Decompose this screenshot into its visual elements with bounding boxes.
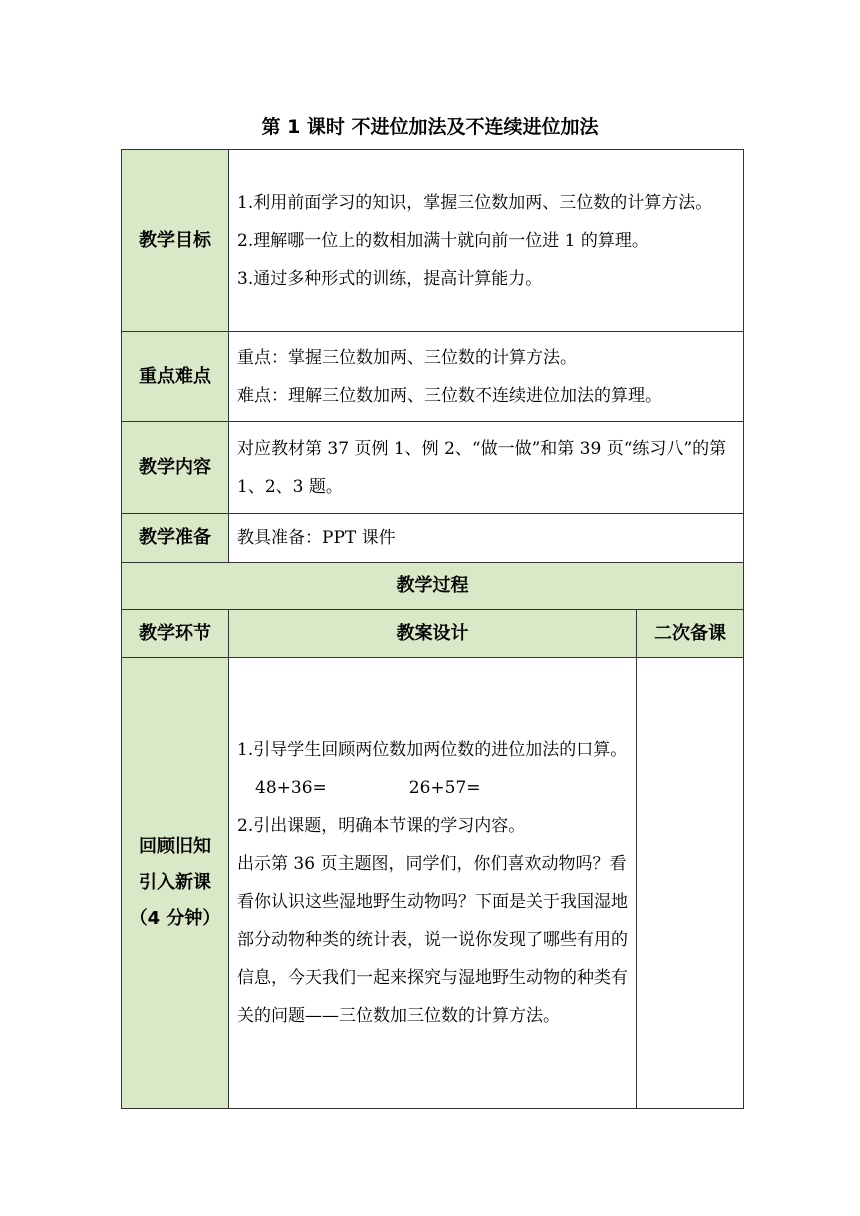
objectives-label: 教学目标	[122, 150, 229, 332]
stage-paragraph: 出示第 36 页主题图，同学们，你们喜欢动物吗？看看你认识这些湿地野生动物吗？下面是关于我国湿地部分动物种类的统计表，说一说你发现了哪些有用的信息，今天我们一起来探究与湿地野生动物的种类有关的问题——三位数加三位数的计算方法。	[237, 854, 628, 1026]
objectives-cell	[229, 150, 744, 332]
column-stage: 教学环节	[122, 610, 229, 658]
stage-row	[122, 658, 744, 1109]
content-label: 教学内容	[122, 422, 229, 514]
expressions	[237, 769, 628, 807]
objective-item: 2.理解哪一位上的数相加满十就向前一位进 1 的算理。	[237, 230, 649, 251]
content-cell	[229, 422, 744, 514]
key-points-label: 重点难点	[122, 332, 229, 422]
key-points-row	[122, 332, 744, 422]
page-title: 第 1 课时 不进位加法及不连续进位加法	[261, 116, 599, 138]
stage-label	[122, 658, 229, 1109]
preparation-text: 教具准备：PPT 课件	[237, 528, 396, 548]
column-design: 教案设计	[229, 610, 637, 658]
objectives-row	[122, 150, 744, 332]
expression-2: 26+57=	[408, 778, 481, 798]
difficulty-item: 难点：理解三位数加两、三位数不连续进位加法的算理。	[237, 385, 662, 406]
stage-duration: （4 分钟）	[129, 908, 221, 929]
expression-1: 48+36=	[255, 778, 327, 798]
key-points-cell	[229, 332, 744, 422]
objective-item: 1.利用前面学习的知识，掌握三位数加两、三位数的计算方法。	[237, 192, 713, 213]
preparation-row	[122, 514, 744, 563]
content-text: 对应教材第 37 页例 1、例 2、“做一做”和第 39 页“练习八”的第 1、2、3 题。	[237, 438, 727, 497]
stage-design-cell	[229, 658, 637, 1109]
process-heading-row	[122, 563, 744, 610]
preparation-label: 教学准备	[122, 514, 229, 563]
step-2-text: 2.引出课题，明确本节课的学习内容。	[237, 816, 526, 836]
key-point-item: 重点：掌握三位数加两、三位数的计算方法。	[237, 347, 577, 368]
preparation-cell	[229, 514, 744, 563]
column-revision: 二次备课	[637, 610, 744, 658]
revision-cell	[637, 658, 744, 1109]
objective-item: 3.通过多种形式的训练，提高计算能力。	[237, 268, 543, 289]
step-1-text: 1.引导学生回顾两位数加两位数的进位加法的口算。	[237, 740, 628, 760]
stage-label-line: 引入新课	[139, 872, 211, 893]
stage-label-line: 回顾旧知	[139, 836, 211, 857]
process-columns-row	[122, 610, 744, 658]
process-heading: 教学过程	[122, 563, 744, 610]
lesson-plan-table	[121, 149, 744, 1109]
content-row	[122, 422, 744, 514]
